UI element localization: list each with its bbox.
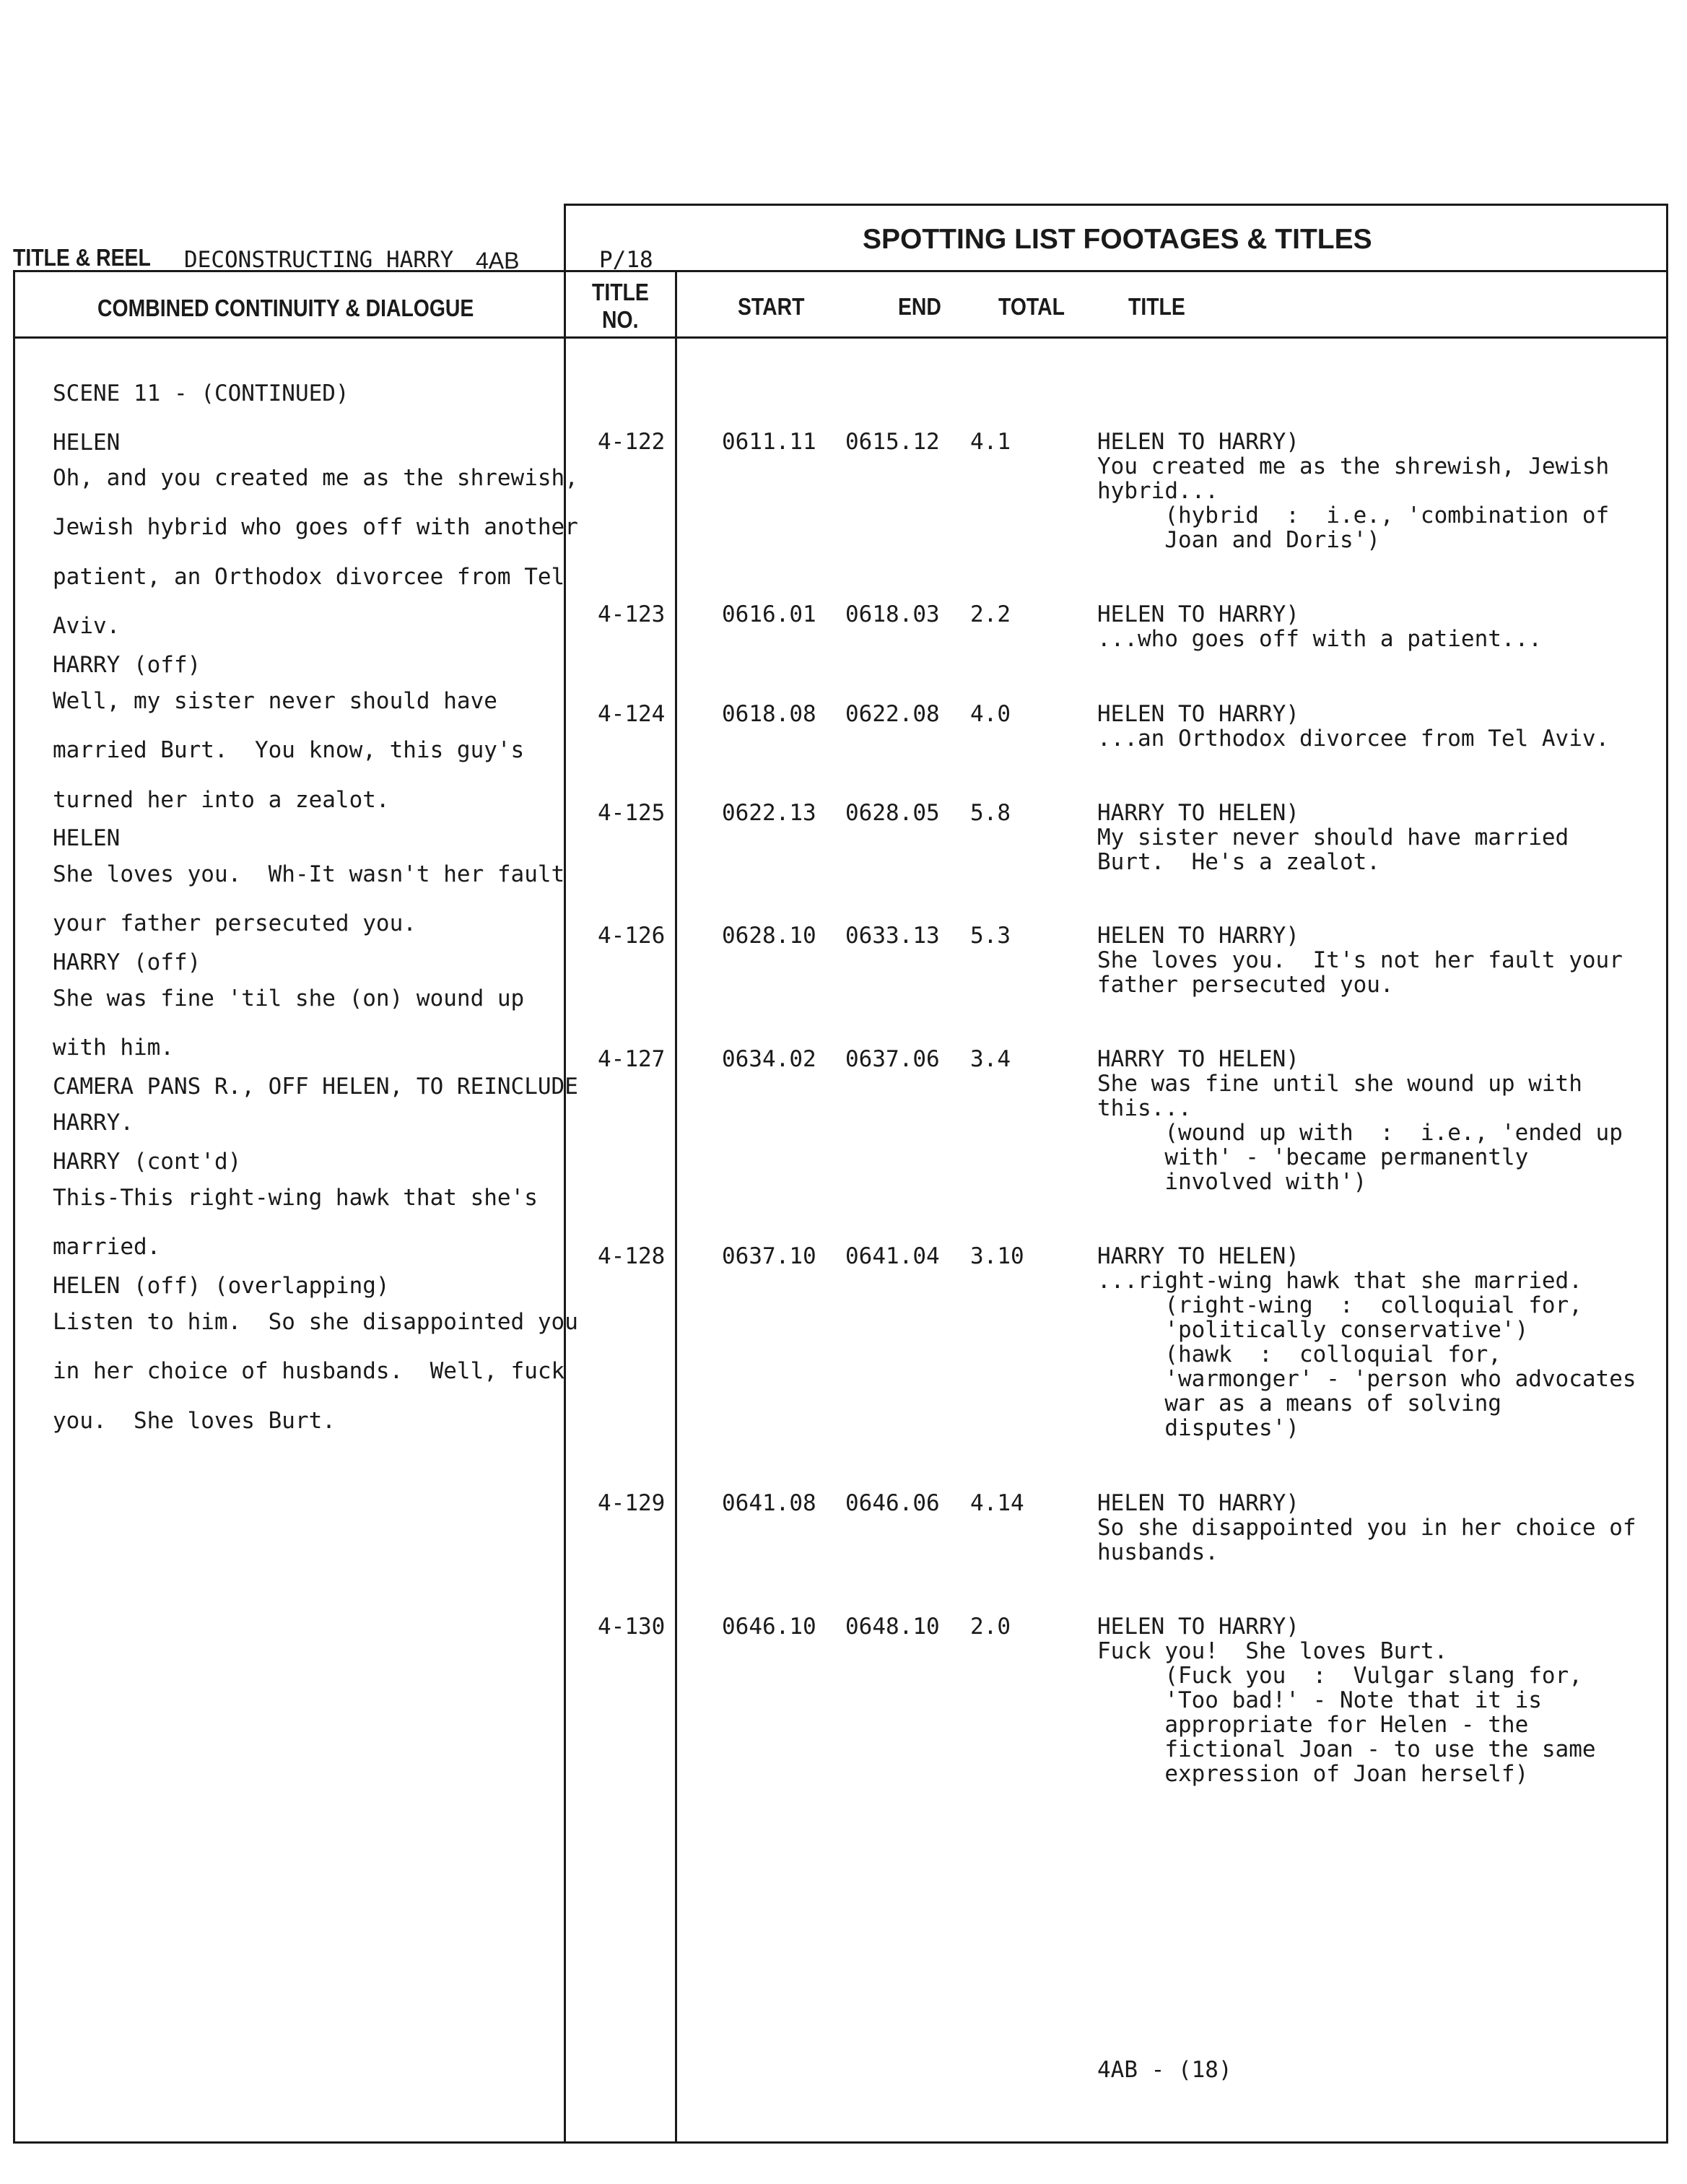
title-number: 4-123 bbox=[598, 601, 666, 627]
speaker-label: HELEN (off) (overlapping) bbox=[53, 1273, 390, 1299]
dialogue-line: She was fine 'til she (on) wound up bbox=[53, 986, 525, 1011]
page-id: P/18 bbox=[599, 247, 653, 273]
title-start: 0622.13 bbox=[722, 800, 816, 826]
dialogue-line: married. bbox=[53, 1234, 161, 1260]
title-total: 5.3 bbox=[970, 923, 1011, 949]
title-end: 0618.03 bbox=[845, 601, 940, 627]
subtitle-text: HARRY TO HELEN) My sister never should have married Burt. He's a zealot. bbox=[1097, 800, 1569, 875]
title-no-divider bbox=[675, 270, 677, 2144]
title-end: 0633.13 bbox=[845, 923, 940, 949]
col-start: START bbox=[738, 293, 805, 320]
speaker-label: HELEN bbox=[53, 430, 121, 456]
speaker-label: HARRY (off) bbox=[53, 652, 201, 678]
reel-id: 4AB bbox=[476, 248, 520, 274]
speaker-label: CAMERA PANS R., OFF HELEN, TO REINCLUDE bbox=[53, 1074, 578, 1100]
dialogue-line: in her choice of husbands. Well, fuck bbox=[53, 1358, 565, 1384]
dialogue-line: patient, an Orthodox divorcee from Tel bbox=[53, 564, 565, 590]
title-start: 0634.02 bbox=[722, 1046, 816, 1072]
subtitle-text: HELEN TO HARRY) Fuck you! She loves Burt. (Fuck you : Vulgar slang for, 'Too bad!' - Note that it is appropriate for Helen - the fictional Joan - to use the same expression of Joan herself) bbox=[1097, 1614, 1596, 1787]
speaker-label: HARRY (cont'd) bbox=[53, 1149, 242, 1175]
col-title: TITLE bbox=[1128, 293, 1185, 320]
dialogue-line: HARRY. bbox=[53, 1110, 134, 1136]
subtitle-text: HARRY TO HELEN) ...right-wing hawk that she married. (right-wing : colloquial for, 'politically conservative') (hawk : colloquial for, 'warmonger' - 'person who advocates war as a means of solving disputes') bbox=[1097, 1243, 1636, 1441]
title-end: 0646.06 bbox=[845, 1490, 940, 1516]
title-total: 3.4 bbox=[970, 1046, 1011, 1072]
dialogue-line: Listen to him. So she disappointed you bbox=[53, 1309, 578, 1335]
title-start: 0646.10 bbox=[722, 1614, 816, 1640]
col-end: END bbox=[898, 293, 941, 320]
dialogue-line: She loves you. Wh-It wasn't her fault bbox=[53, 861, 565, 887]
title-number: 4-125 bbox=[598, 800, 666, 826]
spotting-box-top bbox=[564, 204, 1668, 206]
col-title-no-line2: NO. bbox=[602, 306, 639, 333]
title-number: 4-124 bbox=[598, 701, 666, 727]
title-number: 4-130 bbox=[598, 1614, 666, 1640]
title-start: 0637.10 bbox=[722, 1243, 816, 1269]
col-total: TOTAL bbox=[998, 293, 1065, 320]
title-reel-label: TITLE & REEL bbox=[13, 244, 151, 271]
title-reel-value: DECONSTRUCTING HARRY bbox=[184, 247, 454, 273]
subtitle-text: HELEN TO HARRY) ...an Orthodox divorcee from Tel Aviv. bbox=[1097, 701, 1610, 752]
title-end: 0622.08 bbox=[845, 701, 940, 727]
left-box-left bbox=[13, 270, 15, 2144]
dialogue-line: Oh, and you created me as the shrewish, bbox=[53, 465, 578, 491]
spotting-title: SPOTTING LIST FOOTAGES & TITLES bbox=[863, 224, 1372, 255]
dialogue-line: you. She loves Burt. bbox=[53, 1408, 336, 1434]
title-total: 4.0 bbox=[970, 701, 1011, 727]
dialogue-line: turned her into a zealot. bbox=[53, 787, 390, 813]
dialogue-line: with him. bbox=[53, 1035, 174, 1061]
dialogue-line: married Burt. You know, this guy's bbox=[53, 737, 525, 763]
title-total: 5.8 bbox=[970, 800, 1011, 826]
title-start: 0616.01 bbox=[722, 601, 816, 627]
dialogue-line: Aviv. bbox=[53, 613, 121, 639]
title-total: 4.14 bbox=[970, 1490, 1024, 1516]
subtitle-text: HELEN TO HARRY) So she disappointed you in her choice of husbands. bbox=[1097, 1490, 1636, 1565]
dialogue-line: Jewish hybrid who goes off with another bbox=[53, 514, 578, 540]
title-end: 0648.10 bbox=[845, 1614, 940, 1640]
title-total: 3.10 bbox=[970, 1243, 1024, 1269]
left-column-heading: COMBINED CONTINUITY & DIALOGUE bbox=[97, 295, 474, 321]
title-start: 0618.08 bbox=[722, 701, 816, 727]
subtitle-text: HELEN TO HARRY) You created me as the shrewish, Jewish hybrid... (hybrid : i.e., 'combination of Joan and Doris') bbox=[1097, 429, 1610, 553]
title-number: 4-129 bbox=[598, 1490, 666, 1516]
title-start: 0641.08 bbox=[722, 1490, 816, 1516]
spotting-box-left bbox=[564, 204, 566, 2144]
title-number: 4-126 bbox=[598, 923, 666, 949]
scene-label: SCENE 11 - (CONTINUED) bbox=[53, 380, 349, 406]
speaker-label: HELEN bbox=[53, 825, 121, 851]
dialogue-line: This-This right-wing hawk that she's bbox=[53, 1185, 538, 1211]
title-total: 4.1 bbox=[970, 429, 1011, 455]
title-end: 0641.04 bbox=[845, 1243, 940, 1269]
subtitle-text: HELEN TO HARRY) She loves you. It's not her fault your father persecuted you. bbox=[1097, 923, 1623, 998]
title-end: 0615.12 bbox=[845, 429, 940, 455]
title-start: 0611.11 bbox=[722, 429, 816, 455]
subtitle-text: HELEN TO HARRY) ...who goes off with a patient... bbox=[1097, 601, 1542, 652]
title-total: 2.2 bbox=[970, 601, 1011, 627]
title-number: 4-128 bbox=[598, 1243, 666, 1269]
spotting-box-right bbox=[1666, 204, 1668, 2144]
title-start: 0628.10 bbox=[722, 923, 816, 949]
header-divider-bottom bbox=[13, 336, 1668, 339]
subtitle-text: HARRY TO HELEN) She was fine until she wound up with this... (wound up with : i.e., 'ended up with' - 'became permanently involved with') bbox=[1097, 1046, 1623, 1195]
title-end: 0637.06 bbox=[845, 1046, 940, 1072]
title-end: 0628.05 bbox=[845, 800, 940, 826]
title-total: 2.0 bbox=[970, 1614, 1011, 1640]
col-title-no-line1: TITLE bbox=[592, 279, 649, 305]
page-bottom-rule bbox=[13, 2141, 1668, 2144]
page-footer: 4AB - (18) bbox=[1097, 2057, 1232, 2083]
dialogue-line: Well, my sister never should have bbox=[53, 688, 497, 714]
title-number: 4-122 bbox=[598, 429, 666, 455]
speaker-label: HARRY (off) bbox=[53, 949, 201, 975]
title-number: 4-127 bbox=[598, 1046, 666, 1072]
dialogue-line: your father persecuted you. bbox=[53, 910, 417, 936]
